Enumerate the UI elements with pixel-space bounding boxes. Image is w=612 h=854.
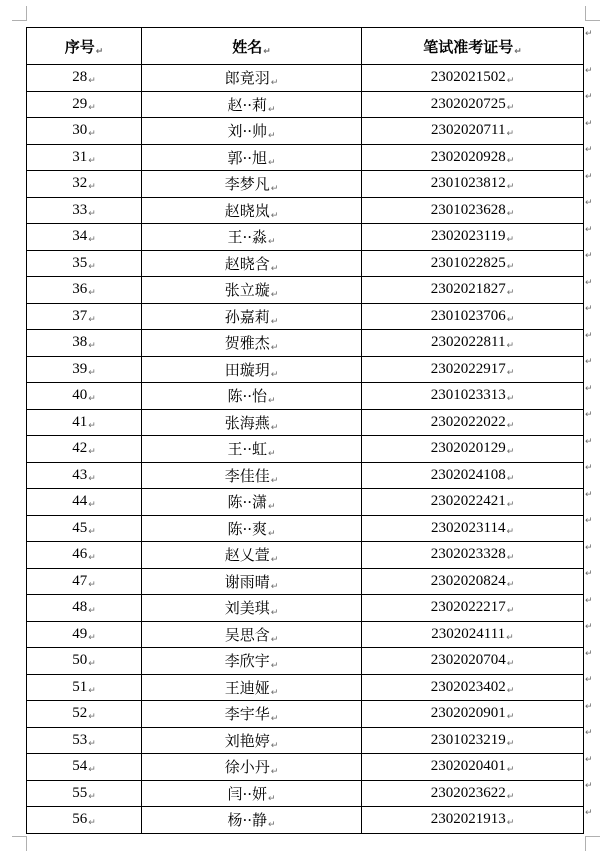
row-index-cell[interactable]: 51↵ (27, 674, 142, 701)
row-end-mark-icon: ↵ (585, 781, 593, 791)
row-index-cell[interactable]: 33↵ (27, 197, 142, 224)
row-end-mark-icon: ↵ (585, 251, 593, 261)
row-end-mark-icon: ↵ (585, 198, 593, 208)
row-index-cell[interactable]: 46↵ (27, 542, 142, 569)
paragraph-mark-icon: ↵ (88, 155, 96, 166)
row-end-mark-icon: ↵ (585, 357, 593, 367)
row-index-cell[interactable]: 43↵ (27, 462, 142, 489)
row-name-cell[interactable]: 赵乂萱↵ (142, 542, 362, 569)
paragraph-mark-icon: ↵ (268, 793, 276, 804)
roster-table (26, 27, 584, 834)
row-name-cell[interactable]: 李梦凡↵ (142, 171, 362, 198)
row-name-cell[interactable]: 刘美琪↵ (142, 595, 362, 622)
paragraph-mark-icon: ↵ (88, 526, 96, 537)
row-end-mark-icon: ↵ (585, 65, 593, 76)
paragraph-mark-icon: ↵ (506, 155, 515, 166)
crop-mark-bottom-right (585, 836, 600, 851)
paragraph-mark-icon: ↵ (270, 581, 279, 592)
row-index-cell[interactable]: 38↵ (27, 330, 142, 357)
row-name-cell[interactable]: 陈··爽↵ (142, 515, 362, 542)
row-end-mark-icon: ↵ (585, 675, 593, 685)
row-name-cell[interactable]: 贺雅杰↵ (142, 330, 362, 357)
paragraph-mark-icon: ↵ (506, 579, 515, 590)
paragraph-mark-icon: ↵ (506, 288, 515, 299)
row-name-cell[interactable]: 李佳佳↵ (142, 462, 362, 489)
paragraph-mark-icon: ↵ (506, 818, 515, 829)
row-exam-number-cell[interactable]: 2302020901↵ (362, 701, 584, 728)
table-row (27, 197, 584, 224)
paragraph-mark-icon: ↵ (88, 314, 96, 325)
row-index-cell[interactable]: 36↵ (27, 277, 142, 304)
row-exam-number-cell[interactable]: 2302021827↵ (362, 277, 584, 304)
row-end-mark-icon: ↵ (585, 648, 593, 659)
row-index-cell[interactable]: 42↵ (27, 436, 142, 463)
row-exam-number-cell[interactable]: 2302020401↵ (362, 754, 584, 781)
paragraph-mark-icon: ↵ (270, 422, 279, 433)
table-row (27, 727, 584, 754)
paragraph-mark-icon: ↵ (506, 553, 515, 564)
row-exam-number-cell[interactable]: 2302021913↵ (362, 807, 584, 834)
row-end-mark-icon: ↵ (585, 569, 593, 579)
row-end-mark-icon: ↵ (585, 754, 593, 765)
row-index-cell[interactable]: 30↵ (27, 118, 142, 145)
table-row (27, 277, 584, 304)
row-end-mark-icon: ↵ (585, 171, 593, 182)
row-index-cell[interactable]: 50↵ (27, 648, 142, 675)
row-exam-number-cell[interactable]: 2302022217↵ (362, 595, 584, 622)
row-exam-number-cell[interactable]: 2302022421↵ (362, 489, 584, 516)
paragraph-mark-icon: ↵ (506, 261, 515, 272)
table-row (27, 118, 584, 145)
paragraph-mark-icon: ↵ (270, 740, 279, 751)
paragraph-mark-icon: ↵ (506, 235, 514, 246)
row-name-cell[interactable]: 郭··旭↵ (142, 144, 362, 171)
row-end-mark-icon: ↵ (585, 383, 593, 394)
row-exam-number-cell[interactable]: 2302024111↵ (362, 621, 584, 648)
paragraph-mark-icon: ↵ (506, 341, 514, 352)
paragraph-mark-icon: ↵ (270, 714, 279, 725)
paragraph-mark-icon: ↵ (270, 634, 279, 645)
paragraph-mark-icon: ↵ (88, 553, 96, 564)
table-row (27, 436, 584, 463)
row-name-cell[interactable]: 王··淼↵ (142, 224, 362, 251)
row-index-cell[interactable]: 45↵ (27, 515, 142, 542)
table-row (27, 515, 584, 542)
paragraph-mark-icon: ↵ (88, 182, 96, 193)
row-index-cell[interactable]: 39↵ (27, 356, 142, 383)
row-name-cell[interactable]: 刘艳婷↵ (142, 727, 362, 754)
row-index-cell[interactable]: 49↵ (27, 621, 142, 648)
row-index-cell[interactable]: 47↵ (27, 568, 142, 595)
row-end-mark-icon: ↵ (585, 28, 593, 39)
crop-mark-bottom-left (12, 836, 27, 851)
row-end-mark-icon: ↵ (585, 516, 593, 526)
paragraph-mark-icon: ↵ (506, 526, 514, 537)
paragraph-mark-icon: ↵ (506, 447, 515, 458)
row-name-cell[interactable]: 闫··妍↵ (142, 780, 362, 807)
paragraph-mark-icon: ↵ (88, 261, 96, 272)
table-row (27, 224, 584, 251)
row-name-cell[interactable]: 王··虹↵ (142, 436, 362, 463)
paragraph-mark-icon: ↵ (268, 237, 276, 248)
row-end-mark-icon: ↵ (585, 330, 593, 341)
row-exam-number-cell[interactable]: 2302023114↵ (362, 515, 584, 542)
row-name-cell[interactable]: 赵··莉↵ (142, 91, 362, 118)
paragraph-mark-icon: ↵ (88, 102, 96, 113)
table-row (27, 542, 584, 569)
paragraph-mark-icon: ↵ (506, 314, 515, 325)
row-index-cell[interactable]: 52↵ (27, 701, 142, 728)
row-name-cell[interactable]: 赵晓含↵ (142, 250, 362, 277)
row-end-mark-icon: ↵ (585, 728, 593, 738)
row-exam-number-cell[interactable]: 2302020129↵ (362, 436, 584, 463)
row-end-mark-icon: ↵ (585, 277, 593, 288)
paragraph-mark-icon: ↵ (268, 820, 276, 831)
table-row (27, 754, 584, 781)
row-exam-number-cell[interactable]: 2302023119↵ (362, 224, 584, 251)
row-end-mark-icon: ↵ (585, 118, 593, 129)
paragraph-mark-icon: ↵ (88, 818, 96, 829)
paragraph-mark-icon: ↵ (88, 738, 96, 749)
row-exam-number-cell[interactable]: 2301023628↵ (362, 197, 584, 224)
row-index-cell[interactable]: 37↵ (27, 303, 142, 330)
row-index-cell[interactable]: 31↵ (27, 144, 142, 171)
row-exam-number-cell[interactable]: 2302023328↵ (362, 542, 584, 569)
table-row (27, 780, 584, 807)
row-exam-number-cell[interactable]: 2302023402↵ (362, 674, 584, 701)
row-exam-number-cell[interactable]: 2301023219↵ (362, 727, 584, 754)
row-exam-number-cell[interactable]: 2302020928↵ (362, 144, 584, 171)
paragraph-mark-icon: ↵ (88, 76, 96, 87)
paragraph-mark-icon: ↵ (88, 394, 96, 405)
row-name-cell[interactable]: 赵晓岚↵ (142, 197, 362, 224)
row-exam-number-cell[interactable]: 2301023313↵ (362, 383, 584, 410)
paragraph-mark-icon: ↵ (506, 765, 515, 776)
row-name-cell[interactable]: 王迪娅↵ (142, 674, 362, 701)
row-name-cell[interactable]: 张立璇↵ (142, 277, 362, 304)
paragraph-mark-icon: ↵ (263, 46, 271, 57)
header-row (27, 28, 584, 65)
paragraph-mark-icon: ↵ (270, 316, 279, 327)
row-end-mark-icon: ↵ (585, 92, 593, 102)
paragraph-mark-icon: ↵ (268, 502, 276, 513)
paragraph-mark-icon: ↵ (88, 235, 96, 246)
table-row (27, 674, 584, 701)
row-name-cell[interactable]: 陈··潇↵ (142, 489, 362, 516)
row-end-mark-icon: ↵ (585, 410, 593, 420)
row-name-cell[interactable]: 谢雨晴↵ (142, 568, 362, 595)
row-index-cell[interactable]: 34↵ (27, 224, 142, 251)
table-row (27, 303, 584, 330)
row-exam-number-cell[interactable]: 2302021502↵ (362, 65, 584, 92)
paragraph-mark-icon: ↵ (506, 659, 515, 670)
row-exam-number-cell[interactable]: 2302022811↵ (362, 330, 584, 357)
paragraph-mark-icon: ↵ (268, 104, 276, 115)
row-index-cell[interactable]: 28↵ (27, 65, 142, 92)
paragraph-mark-icon: ↵ (270, 687, 279, 698)
paragraph-mark-icon: ↵ (506, 102, 515, 113)
paragraph-mark-icon: ↵ (88, 288, 96, 299)
row-end-mark-icon: ↵ (585, 622, 593, 632)
row-exam-number-cell[interactable]: 2301022825↵ (362, 250, 584, 277)
paragraph-mark-icon: ↵ (270, 369, 279, 380)
row-name-cell[interactable]: 郎竟羽↵ (142, 65, 362, 92)
paragraph-mark-icon: ↵ (88, 341, 96, 352)
row-exam-number-cell[interactable]: 2302024108↵ (362, 462, 584, 489)
paragraph-mark-icon: ↵ (88, 712, 96, 723)
row-exam-number-cell[interactable]: 2302022022↵ (362, 409, 584, 436)
paragraph-mark-icon: ↵ (506, 182, 515, 193)
paragraph-mark-icon: ↵ (268, 449, 276, 460)
row-index-cell[interactable]: 54↵ (27, 754, 142, 781)
table-row (27, 568, 584, 595)
row-index-cell[interactable]: 40↵ (27, 383, 142, 410)
header-index[interactable]: 序号↵ (27, 28, 142, 65)
row-end-mark-icon: ↵ (585, 595, 593, 606)
paragraph-mark-icon: ↵ (88, 791, 96, 802)
paragraph-mark-icon: ↵ (270, 290, 279, 301)
table-row (27, 621, 584, 648)
paragraph-mark-icon: ↵ (506, 606, 515, 617)
table-row (27, 91, 584, 118)
paragraph-mark-icon: ↵ (88, 367, 96, 378)
paragraph-mark-icon: ↵ (270, 263, 279, 274)
paragraph-mark-icon: ↵ (270, 555, 279, 566)
row-index-cell[interactable]: 41↵ (27, 409, 142, 436)
row-exam-number-cell[interactable]: 2302020704↵ (362, 648, 584, 675)
paragraph-mark-icon: ↵ (95, 46, 104, 57)
paragraph-mark-icon: ↵ (88, 659, 96, 670)
paragraph-mark-icon: ↵ (506, 685, 515, 696)
row-index-cell[interactable]: 29↵ (27, 91, 142, 118)
paragraph-mark-icon: ↵ (88, 129, 96, 140)
paragraph-mark-icon: ↵ (88, 208, 96, 219)
row-exam-number-cell[interactable]: 2301023812↵ (362, 171, 584, 198)
row-index-cell[interactable]: 32↵ (27, 171, 142, 198)
header-exam-number[interactable]: 笔试准考证号↵ (362, 28, 584, 65)
paragraph-mark-icon: ↵ (270, 661, 279, 672)
row-name-cell[interactable]: 吴思含↵ (142, 621, 362, 648)
table-row (27, 462, 584, 489)
row-end-mark-icon: ↵ (585, 489, 593, 500)
paragraph-mark-icon: ↵ (88, 473, 96, 484)
paragraph-mark-icon: ↵ (88, 606, 96, 617)
paragraph-mark-icon: ↵ (506, 420, 515, 431)
row-end-mark-icon: ↵ (585, 304, 593, 314)
row-exam-number-cell[interactable]: 2302023622↵ (362, 780, 584, 807)
row-index-cell[interactable]: 48↵ (27, 595, 142, 622)
row-end-mark-icon: ↵ (585, 701, 593, 712)
row-name-cell[interactable]: 陈··怡↵ (142, 383, 362, 410)
row-exam-number-cell[interactable]: 2302020824↵ (362, 568, 584, 595)
row-end-mark-icon: ↵ (585, 436, 593, 447)
table-row (27, 383, 584, 410)
paragraph-mark-icon: ↵ (268, 131, 276, 142)
row-index-cell[interactable]: 53↵ (27, 727, 142, 754)
row-exam-number-cell[interactable]: 2302020725↵ (362, 91, 584, 118)
paragraph-mark-icon: ↵ (506, 367, 515, 378)
crop-mark-top-right (585, 6, 600, 21)
table-row (27, 65, 584, 92)
paragraph-mark-icon: ↵ (88, 685, 96, 696)
table-row (27, 595, 584, 622)
row-end-mark-icon: ↵ (585, 224, 593, 235)
paragraph-mark-icon: ↵ (268, 396, 276, 407)
paragraph-mark-icon: ↵ (88, 765, 96, 776)
row-name-cell[interactable]: 杨··静↵ (142, 807, 362, 834)
row-end-mark-icon: ↵ (585, 145, 593, 155)
paragraph-mark-icon: ↵ (506, 500, 515, 511)
table-row (27, 489, 584, 516)
paragraph-mark-icon: ↵ (506, 632, 514, 643)
row-end-mark-icon: ↵ (585, 542, 593, 553)
row-index-cell[interactable]: 35↵ (27, 250, 142, 277)
row-exam-number-cell[interactable]: 2302022917↵ (362, 356, 584, 383)
paragraph-mark-icon: ↵ (88, 632, 96, 643)
paragraph-mark-icon: ↵ (268, 528, 276, 539)
row-name-cell[interactable]: 孙嘉莉↵ (142, 303, 362, 330)
crop-mark-top-left (12, 6, 27, 21)
paragraph-mark-icon: ↵ (506, 208, 515, 219)
table-row (27, 144, 584, 171)
table-row (27, 171, 584, 198)
row-index-cell[interactable]: 56↵ (27, 807, 142, 834)
paragraph-mark-icon: ↵ (268, 157, 276, 168)
paragraph-mark-icon: ↵ (88, 447, 96, 458)
paragraph-mark-icon: ↵ (270, 210, 279, 221)
paragraph-mark-icon: ↵ (506, 394, 515, 405)
row-name-cell[interactable]: 张海燕↵ (142, 409, 362, 436)
row-name-cell[interactable]: 田璇玥↵ (142, 356, 362, 383)
table-row (27, 807, 584, 834)
row-name-cell[interactable]: 徐小丹↵ (142, 754, 362, 781)
paragraph-mark-icon: ↵ (506, 712, 515, 723)
row-end-mark-icon: ↵ (585, 807, 593, 818)
table-row (27, 250, 584, 277)
paragraph-mark-icon: ↵ (270, 608, 279, 619)
table-row (27, 648, 584, 675)
header-name[interactable]: 姓名↵ (142, 28, 362, 65)
paragraph-mark-icon: ↵ (506, 473, 515, 484)
paragraph-mark-icon: ↵ (270, 767, 279, 778)
row-name-cell[interactable]: 李宇华↵ (142, 701, 362, 728)
paragraph-mark-icon: ↵ (270, 78, 279, 89)
row-end-mark-icon: ↵ (585, 463, 593, 473)
row-index-cell[interactable]: 44↵ (27, 489, 142, 516)
table-row (27, 701, 584, 728)
row-exam-number-cell[interactable]: 2302020711↵ (362, 118, 584, 145)
row-exam-number-cell[interactable]: 2301023706↵ (362, 303, 584, 330)
paragraph-mark-icon: ↵ (514, 46, 522, 57)
paragraph-mark-icon: ↵ (506, 76, 515, 87)
paragraph-mark-icon: ↵ (270, 184, 279, 195)
paragraph-mark-icon: ↵ (88, 500, 96, 511)
paragraph-mark-icon: ↵ (270, 475, 279, 486)
table-row (27, 330, 584, 357)
paragraph-mark-icon: ↵ (506, 738, 515, 749)
table-row (27, 356, 584, 383)
paragraph-mark-icon: ↵ (88, 420, 96, 431)
table-row (27, 409, 584, 436)
paragraph-mark-icon: ↵ (270, 343, 279, 354)
paragraph-mark-icon: ↵ (506, 791, 515, 802)
paragraph-mark-icon: ↵ (506, 129, 514, 140)
row-name-cell[interactable]: 李欣宇↵ (142, 648, 362, 675)
paragraph-mark-icon: ↵ (88, 579, 96, 590)
row-name-cell[interactable]: 刘··帅↵ (142, 118, 362, 145)
row-index-cell[interactable]: 55↵ (27, 780, 142, 807)
